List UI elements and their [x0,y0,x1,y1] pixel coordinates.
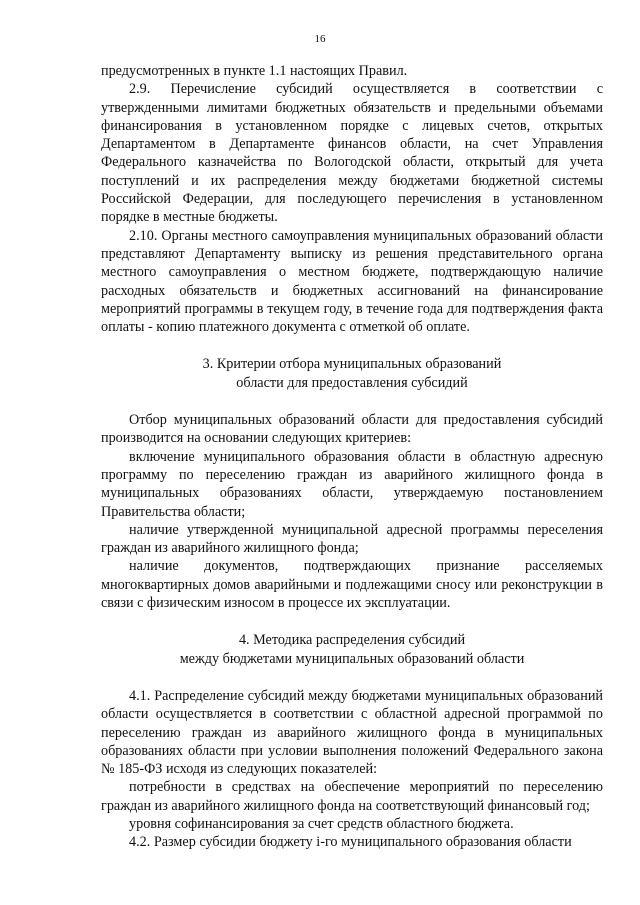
paragraph: 4.2. Размер субсидии бюджету i-го муниципального образования области [129,834,572,851]
paragraph: уровня софинансирования за счет средств областного бюджета. [129,815,514,832]
paragraph: потребности в средствах на обеспечение мероприятий по переселению граждан из аварийного жилищного фонда на соответствующий финансовый год; [101,779,603,814]
section-heading-line: 4. Методика распределения субсидий [238,632,466,649]
paragraph: наличие документов, подтверждающих признание расселяемых многоквартирных домов аварийными и подлежащими сносу или реконструкции в связи с физическим износом в процессе их эксплуатации. [101,558,603,612]
paragraph: 4.1. Распределение субсидий между бюджетами муниципальных образований области осуществляется в соответствии с областной адресной программой по переселению граждан из аварийного жилищного фонда в муниципальных образованиях области при условии выполнения положений Федерального закона № 185-ФЗ исходя из следующих показателей: [101,687,603,778]
paragraph: 2.9. Перечисление субсидий осуществляется в соответствии с утвержденными лимитами бюджетных обязательств и предельными объемами финансирования в установленном порядке с лицевых счетов, открытых Департаментом в Департаменте финансов области, на счет Управления Федерального казначейства по Вологодской области, открытый для учета поступлений и их распределения между бюджетами бюджетной системы Российской Федерации, для последующего перечисления в установленном порядке в местные бюджеты. [101,81,603,226]
spacer [101,668,603,687]
spacer [101,336,603,355]
paragraph: включение муниципального образования области в областную адресную программу по переселению граждан из аварийного жилищного фонда в муниципальных образованиях области, утверждаемую постановлением Правительства области; [101,448,603,520]
section-heading-line: 3. Критерии отбора муниципальных образований [202,356,502,373]
page-number: 16 [314,33,326,45]
spacer [101,612,603,631]
section-heading [101,631,603,668]
section-heading [101,355,603,392]
section-heading-line: между бюджетами муниципальных образований области [179,650,525,667]
paragraph: наличие утвержденной муниципальной адресной программы переселения граждан из аварийного жилищного фонда; [101,521,603,557]
document-body [101,62,603,852]
paragraph: 2.10. Органы местного самоуправления муниципальных образований области представляют Департаменту выписку из решения представительного органа местного самоуправления о местном бюджете, подтверждающую наличие расходных обязательств и бюджетных ассигнований на финансирование мероприятий программы в текущем году, в течение года для подтверждения факта оплаты - копию платежного документа с отметкой об оплате. [101,227,603,336]
paragraph: Отбор муниципальных образований области для предоставления субсидий производится на основании следующих критериев: [101,412,603,447]
section-heading-line: области для предоставления субсидий [236,374,468,391]
paragraph: предусмотренных в пункте 1.1 настоящих Правил. [101,63,408,79]
spacer [101,392,603,411]
